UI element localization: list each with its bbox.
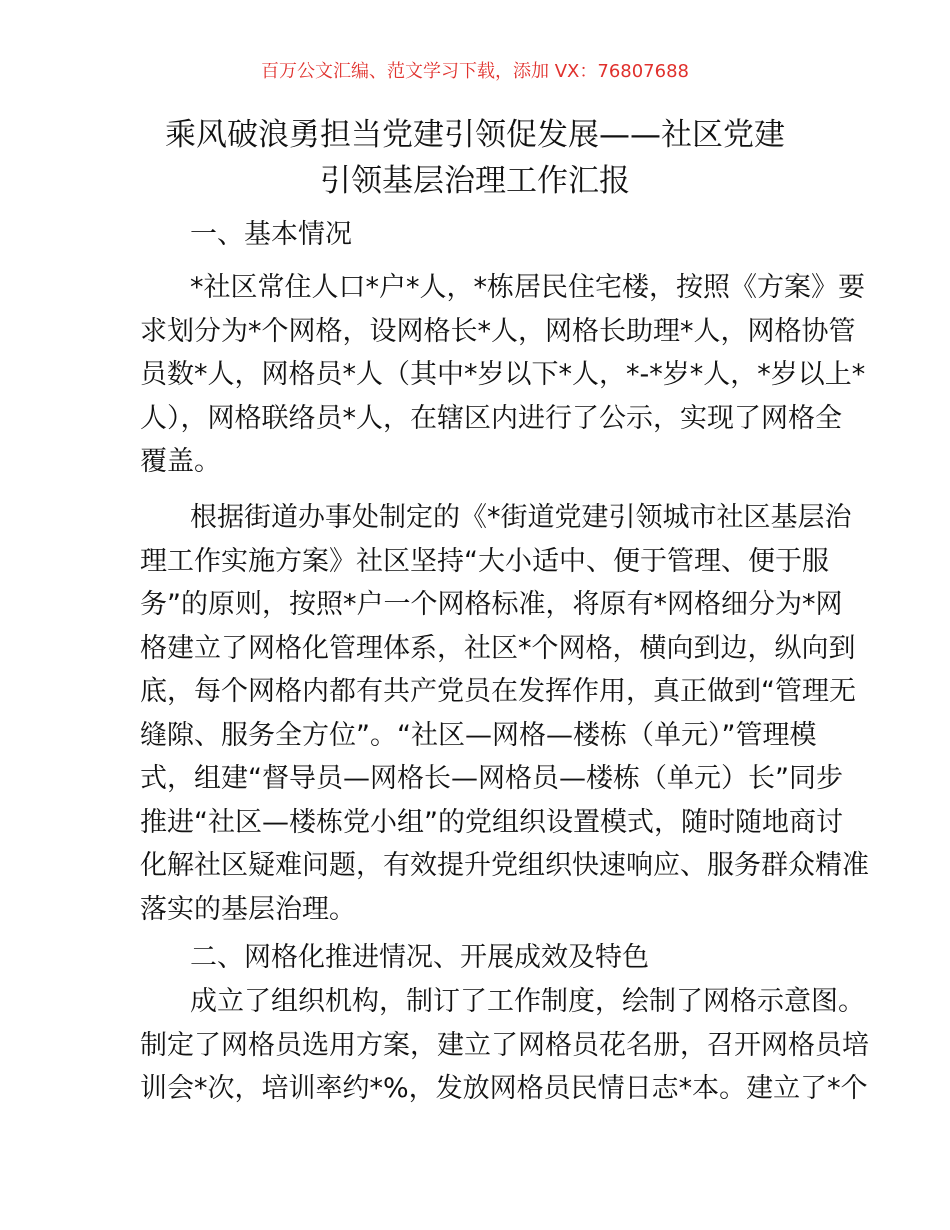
watermark-banner: 百万公文汇编、范文学习下载，添加 VX：76807688 [261, 61, 689, 82]
text-line: 成立了组织机构，制订了工作制度，绘制了网格示意图。 [190, 986, 865, 1017]
text-line: 理工作实施方案》社区坚持“大小适中、便于管理、便于服 [140, 545, 829, 577]
text-line: 化解社区疑难问题，有效提升党组织快速响应、服务群众精准 [140, 850, 869, 881]
document-title [0, 112, 950, 204]
paragraph [140, 496, 869, 931]
text-line: 务”的原则，按照*户一个网格标准，将原有*网格细分为*网 [140, 589, 843, 620]
paragraph [140, 266, 866, 484]
text-line: 落实的基层治理。 [140, 893, 356, 925]
title-line: 乘风破浪勇担当党建引领促发展——社区党建 [165, 117, 785, 153]
text-line: 缝隙、服务全方位”。“社区—网格—楼栋（单元）”管理模 [140, 719, 817, 751]
text-line: 格建立了网格化管理体系，社区*个网格，横向到边，纵向到 [140, 632, 856, 664]
text-line: 制定了网格员选用方案，建立了网格员花名册，召开网格员培 [140, 1029, 869, 1061]
text-line: 训会*次，培训率约*%，发放网格员民情日志*本。建立了*个 [140, 1073, 868, 1104]
text-line: 底，每个网格内都有共产党员在发挥作用，真正做到“管理无 [140, 676, 856, 707]
text-line: 式，组建“督导员—网格长—网格员—楼栋（单元）长”同步 [140, 763, 843, 794]
text-line: 员数*人，网格员*人（其中*岁以下*人，*-*岁*人，*岁以上* [140, 359, 866, 390]
text-line: 人），网格联络员*人，在辖区内进行了公示，实现了网格全 [140, 402, 842, 434]
title-line: 引领基层治理工作汇报 [320, 163, 630, 199]
text-line: 推进“社区—楼栋党小组”的党组织设置模式，随时随地商讨 [140, 806, 843, 838]
section-heading: 一、基本情况 [190, 219, 352, 250]
section-heading: 二、网格化推进情况、开展成效及特色 [190, 942, 649, 973]
text-line: 求划分为*个网格，设网格长*人，网格长助理*人，网格协管 [140, 315, 856, 347]
text-line: *社区常住人口*户*人，*栋居民住宅楼，按照《方案》要 [190, 272, 865, 303]
paragraph [140, 980, 869, 1111]
text-line: 根据街道办事处制定的《*街道党建引领城市社区基层治 [190, 502, 852, 533]
text-line: 覆盖。 [140, 446, 221, 477]
